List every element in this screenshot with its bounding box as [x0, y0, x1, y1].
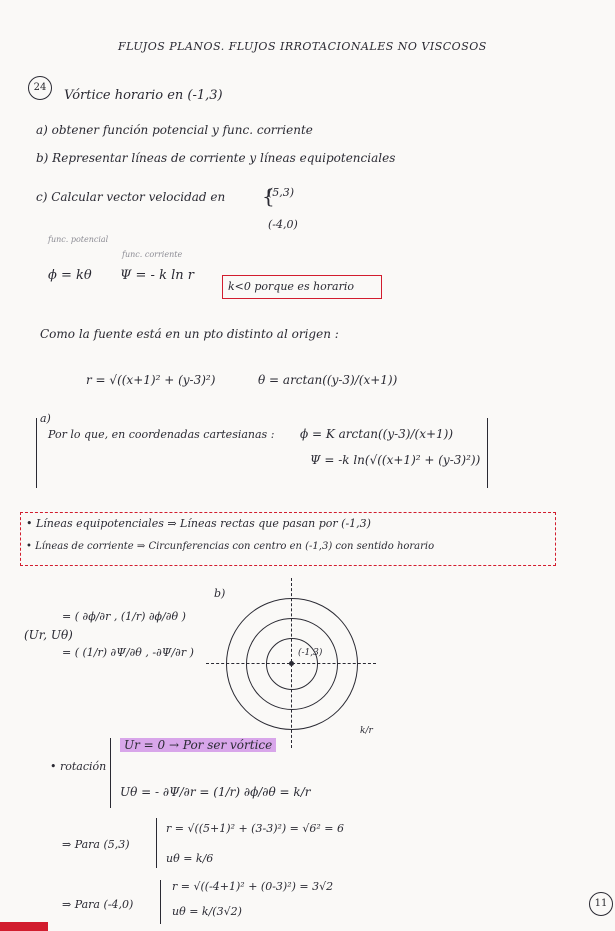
velocity-vector: (Ur, Uθ) [24, 628, 73, 642]
part-c-text: c) Calcular vector velocidad en [36, 190, 226, 204]
point2-brace [160, 880, 169, 924]
ur-highlight: Ur = 0 → Por ser vórtice [120, 738, 276, 752]
part-a-label: a) [40, 412, 51, 425]
r-definition: r = √((x+1)² + (y-3)²) [86, 373, 216, 387]
velocity-eq-stream: = ( (1/r) ∂Ψ/∂θ , -∂Ψ/∂r ) [62, 646, 194, 659]
point1-label: ⇒ Para (5,3) [62, 838, 130, 851]
point1-r: r = √((5+1)² + (3-3)²) = √6² = 6 [166, 822, 345, 835]
part-a-text: a) obtener función potencial y func. corriente [36, 123, 313, 137]
rotation-brace [110, 738, 119, 808]
problem-statement: Vórtice horario en (-1,3) [64, 88, 223, 103]
psi-cartesian: Ψ = -k ln(√((x+1)² + (y-3)²)) [310, 453, 481, 467]
page-number: 11 [589, 892, 613, 916]
phi-formula: ϕ = kθ [48, 268, 92, 283]
ur-equation [120, 738, 276, 752]
point2-u: uθ = k/(3√2) [172, 905, 242, 918]
point2-r: r = √((-4+1)² + (0-3)²) = 3√2 [172, 880, 334, 893]
rotation-label: • rotación [50, 760, 107, 773]
summary-line-1: • Líneas equipotenciales ⇒ Líneas rectas que pasan por (-1,3) [26, 517, 371, 530]
point1-brace [156, 818, 165, 868]
problem-number: 24 [28, 76, 52, 100]
velocity-eq-potential: = ( ∂ϕ/∂r , (1/r) ∂ϕ/∂θ ) [62, 610, 186, 623]
part-b-text: b) Representar líneas de corriente y líneas equipotenciales [36, 151, 396, 165]
func-corriente-label: func. corriente [122, 250, 183, 259]
part-c-point2: (-4,0) [268, 218, 298, 231]
k-over-r-label: k/r [360, 726, 373, 736]
psi-formula: Ψ = - k ln r [120, 268, 194, 283]
vortex-center-dot [289, 661, 294, 666]
cartesian-intro: Por lo que, en coordenadas cartesianas : [48, 428, 275, 441]
part-c-point1: (5,3) [268, 186, 295, 199]
k-note: k<0 porque es horario [228, 280, 355, 293]
part-b-label: b) [214, 587, 226, 600]
func-potencial-label: func. potencial [48, 235, 109, 244]
intro-text: Como la fuente está en un pto distinto al origen : [40, 327, 339, 341]
part-c-brace: { [262, 184, 275, 208]
page-corner-accent [0, 922, 48, 931]
vortex-center-label: (-1,3) [298, 648, 323, 658]
summary-line-2: • Líneas de corriente ⇒ Circunferencias con centro en (-1,3) con sentido horario [26, 541, 435, 552]
theta-definition: θ = arctan((y-3)/(x+1)) [258, 373, 398, 387]
page-header: FLUJOS PLANOS. FLUJOS IRROTACIONALES NO VISCOSOS [118, 40, 487, 53]
phi-cartesian: ϕ = K arctan((y-3)/(x+1)) [300, 427, 454, 441]
point2-label: ⇒ Para (-4,0) [62, 898, 134, 911]
utheta-equation: Uθ = - ∂Ψ/∂r = (1/r) ∂ϕ/∂θ = k/r [120, 785, 311, 799]
point1-u: uθ = k/6 [166, 852, 214, 865]
